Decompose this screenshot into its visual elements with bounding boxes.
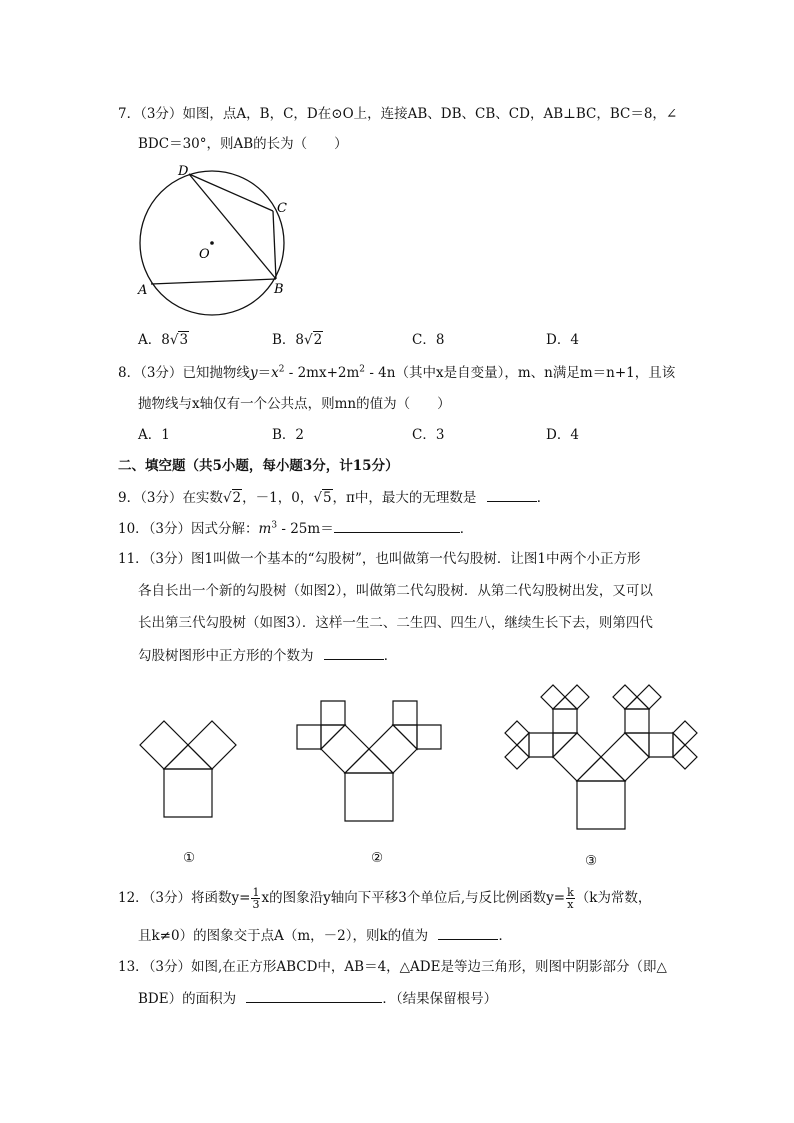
tree3-triangle (577, 757, 625, 781)
tree3LLL-square (505, 745, 529, 769)
q7-option-c[interactable]: C．8 (412, 332, 445, 348)
q13-answer-blank[interactable] (246, 988, 382, 1003)
tree3LL-triangle (517, 733, 529, 757)
q8-option-c[interactable]: C．3 (412, 427, 445, 443)
tree3LR-square (553, 709, 577, 733)
q8-line2: 抛物线与x轴仅有一个公共点，则mn的值为（ ） (138, 396, 451, 412)
label-d: D (178, 164, 189, 179)
q10-line: 10．（3分）因式分解：$m^3 - 25m=$ ． (118, 518, 473, 539)
tree2L-square (321, 725, 369, 773)
tree3LRL-square (541, 685, 565, 709)
tree2LR-square (321, 701, 345, 725)
tree3RL-square (625, 709, 649, 733)
q7-number: 7． (118, 106, 141, 122)
q13-line1: 13．（3分）如图,在正方形ABCD中，AB＝4，△ADE是等边三角形，则图中阴影部分（即△ (118, 959, 667, 975)
q10-answer-blank[interactable] (334, 518, 460, 533)
q8-line1: 8．（3分）已知抛物线$y=x^2 - 2mx+2m^2 - 4n$（其中x是自变量），m、n满足m＝n+1，且该 (118, 364, 676, 381)
label-b: B (274, 282, 284, 297)
section-2-title: 二、填空题（共5小题，每小题3分，计15分） (118, 458, 399, 474)
q12-answer-blank[interactable] (438, 925, 498, 940)
tree3RRR-square (673, 745, 697, 769)
tree3LL-square (529, 733, 553, 757)
q7-circle-figure (130, 160, 300, 330)
q9-line: 9．（3分）在实数√2，－1，0，√5，π中，最大的无理数是 ． (118, 487, 550, 508)
tree3L-square (553, 733, 601, 781)
tree2R-square (369, 725, 417, 773)
label-c: C (277, 201, 287, 216)
tree3LLR-square (505, 721, 529, 745)
q12-line1: 12．（3分）将函数y= $\frac{1}{3}$ x的图象沿y轴向下平移3个单位后,与反比例函数y= $\frac{k}{x}$ （k为常数， (118, 886, 652, 911)
tree3RLL-square (613, 685, 637, 709)
tree3RRL-square (673, 721, 697, 745)
q7-line1 (118, 104, 677, 124)
q11-line1: 11．（3分）图1叫做一个基本的“勾股树”，也叫做第一代勾股树．让图1中两个小正方形 (118, 551, 641, 567)
q11-line2: 各自长出一个新的勾股树（如图2），叫做第二代勾股树．从第二代勾股树出发，又可以 (138, 583, 653, 599)
tree3R-triangle (625, 733, 649, 757)
q7-score: （3分） (140, 106, 183, 122)
pythagoras-tree-figures (0, 670, 794, 870)
tree2L-triangle (321, 725, 345, 749)
q8-option-b[interactable]: B．2 (272, 427, 305, 443)
segment-cb (273, 211, 276, 279)
tree3LRR-square (565, 685, 589, 709)
tree1-square (164, 769, 212, 817)
segment-ab (151, 279, 276, 284)
tree3LR-triangle (553, 697, 577, 709)
q7-option-d[interactable]: D．4 (546, 332, 579, 348)
tree2RR-square (417, 725, 441, 749)
label-a: A (138, 283, 148, 298)
tree2-square (345, 773, 393, 821)
center-point (210, 241, 214, 245)
tree3L-triangle (553, 733, 577, 757)
q7-option-b[interactable]: B．8√2 (272, 332, 323, 348)
figure-caption-1: ① (183, 850, 196, 866)
tree3RLR-square (637, 685, 661, 709)
tree3RR-triangle (673, 733, 685, 757)
q8-option-d[interactable]: D．4 (546, 427, 579, 443)
q11-answer-blank[interactable] (324, 645, 384, 660)
tree3R-square (601, 733, 649, 781)
q7-option-a[interactable]: A．8√3 (138, 332, 189, 348)
q11-line3: 长出第三代勾股树（如图3）．这样一生二、二生四、四生八，继续生长下去，则第四代 (138, 615, 653, 631)
figure-caption-2: ② (371, 850, 384, 866)
tree3RL-triangle (625, 697, 649, 709)
tree2LL-square (297, 725, 321, 749)
q13-line2: BDE）的面积为 ．（结果保留根号） (138, 988, 497, 1009)
tree2R-triangle (393, 725, 417, 749)
tree3RR-square (649, 733, 673, 757)
q11-line4: 勾股树图形中正方形的个数为 ． (138, 645, 397, 666)
segment-db (189, 174, 276, 279)
q7-line2 (138, 134, 348, 154)
tree1L-square (140, 721, 188, 769)
tree1-triangle (164, 745, 212, 769)
q12-line2: 且k≠0）的图象交于点A（m，－2），则k的值为 ． (138, 925, 512, 946)
tree1R-square (188, 721, 236, 769)
q8-option-a[interactable]: A．1 (138, 427, 170, 443)
label-o: O (199, 247, 210, 262)
q9-answer-blank[interactable] (487, 487, 537, 502)
segment-dc (189, 174, 273, 211)
q7-stem-line2: BDC＝30°，则AB的长为（ ） (138, 136, 348, 152)
tree2-triangle (345, 749, 393, 773)
figure-caption-3: ③ (585, 853, 598, 869)
tree3-square (577, 781, 625, 829)
q7-stem-line1: 如图，点A，B，C，D在⊙O上，连接AB、DB、CB、CD，AB⊥BC，BC＝8，∠ (182, 106, 678, 122)
tree2RL-square (393, 701, 417, 725)
